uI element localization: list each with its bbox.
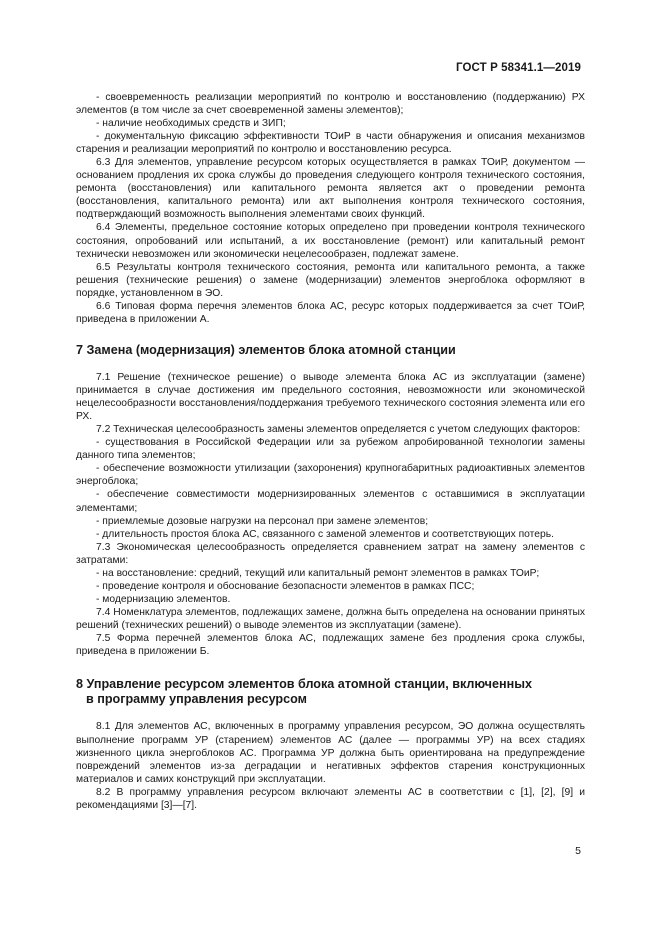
section-8-title (76, 677, 585, 707)
paragraph-7-5: 7.5 Форма перечней элементов блока АС, подлежащих замене без продления срока службы, приведена в приложении Б. (76, 632, 585, 658)
paragraph-7-3: 7.3 Экономическая целесообразность определяется сравнением затрат на замену элементов с затратами: (76, 541, 585, 566)
list-item: - на восстановление: средний, текущий или капитальный ремонт элементов в рамках ТОиР; (96, 567, 540, 579)
paragraph-7-4: 7.4 Номенклатура элементов, подлежащих замене, должна быть определена на основании принятых решений (технических решений) о выводе элементов из эксплуатации (замене). (76, 606, 585, 631)
paragraph-6-6: 6.6 Типовая форма перечня элементов блока АС, ресурс которых поддерживается за счет ТОиР, приведена в приложении А. (76, 300, 585, 325)
paragraph: - своевременность реализации мероприятий по контролю и восстановлению (поддержанию) РХ элементов (в том числе за счет своевременной замены элементов); (76, 92, 585, 117)
paragraph: - документальную фиксацию эффективности ТОиР в части обнаружения и описания механизмов старения и реализации мероприятий по контролю и восстановлению ресурса. (76, 131, 585, 156)
section-8-title-line1: 8 Управление ресурсом элементов блока атомной станции, включенных (76, 677, 532, 692)
page-number: 5 (575, 845, 581, 857)
list-item: - модернизацию элементов. (96, 593, 231, 605)
paragraph-7-1: 7.1 Решение (техническое решение) о выводе элемента блока АС из эксплуатации (замене) принимается в случае достижения им предельного состояния, невозможности или экономической нецелесообразности восстановления/поддержания требуемого технического состояния элемента или его РХ. (76, 372, 585, 423)
section-8-title-line2: в программу управления ресурсом (86, 692, 307, 707)
paragraph-6-4: 6.4 Элементы, предельное состояние которых определено при проведении контроля технического состояния, опробований или испытаний, а их восстановление (ремонт) или капитальный ремонт технически невозможен или экономически нецелесообразен, подлежат замене. (76, 222, 585, 260)
list-item: - приемлемые дозовые нагрузки на персонал при замене элементов; (96, 515, 429, 527)
list-item: - длительность простоя блока АС, связанного с заменой элементов и соответствующих потерь. (96, 528, 554, 540)
paragraph-6-5: 6.5 Результаты контроля технического состояния, ремонта или капитального ремонта, а также решения (технические решения) о замене (модернизации) элементов энергоблока оформляют в порядке, установленном в ЭО. (76, 261, 585, 299)
paragraph-8-2: 8.2 В программу управления ресурсом включают элементы АС в соответствии с [1], [2], [9] и рекомендациями [3]—[7]. (76, 786, 585, 811)
section-7-title: 7 Замена (модернизация) элементов блока атомной станции (76, 342, 456, 357)
list-item: - обеспечение совместимости модернизированных элементов с оставшимися в эксплуатации элементами; (76, 489, 585, 514)
list-item: - существования в Российской Федерации или за рубежом апробированной технологии замены данного типа элементов; (76, 437, 585, 462)
paragraph: - наличие необходимых средств и ЗИП; (96, 118, 286, 130)
paragraph-6-3: 6.3 Для элементов, управление ресурсом которых осуществляется в рамках ТОиР, документом — основанием продления их срока службы до проведения следующего контроля технического состояния, ремонта (восстановления) или капитального ремонта является акт о проведении ремонта (восстановления, капитального ремонта) или акт выполнения контроля технического состояния, подтверждающий возможность выполнения элементами своих функций. (76, 157, 585, 221)
paragraph-7-2: 7.2 Техническая целесообразность замены элементов определяется с учетом следующих факторов: (96, 424, 581, 436)
document-body (76, 91, 585, 812)
list-item: - проведение контроля и обоснование безопасности элементов в рамках ПСС; (96, 580, 475, 592)
list-item: - обеспечение возможности утилизации (захоронения) крупногабаритных радиоактивных элементов энергоблока; (76, 463, 585, 488)
paragraph-8-1: 8.1 Для элементов АС, включенных в программу управления ресурсом, ЭО должна осуществлять выполнение программ УР (старением) элементов АС (далее — программы УР) на всех стадиях жизненного цикла энергоблоков АС. Программа УР должна быть ориентирована на предупреждение повреждений элементов из-за деградации и негативных эффектов старения конструкционных материалов и самих конструкций при эксплуатации. (76, 721, 585, 785)
document-header-id: ГОСТ Р 58341.1—2019 (456, 62, 581, 74)
